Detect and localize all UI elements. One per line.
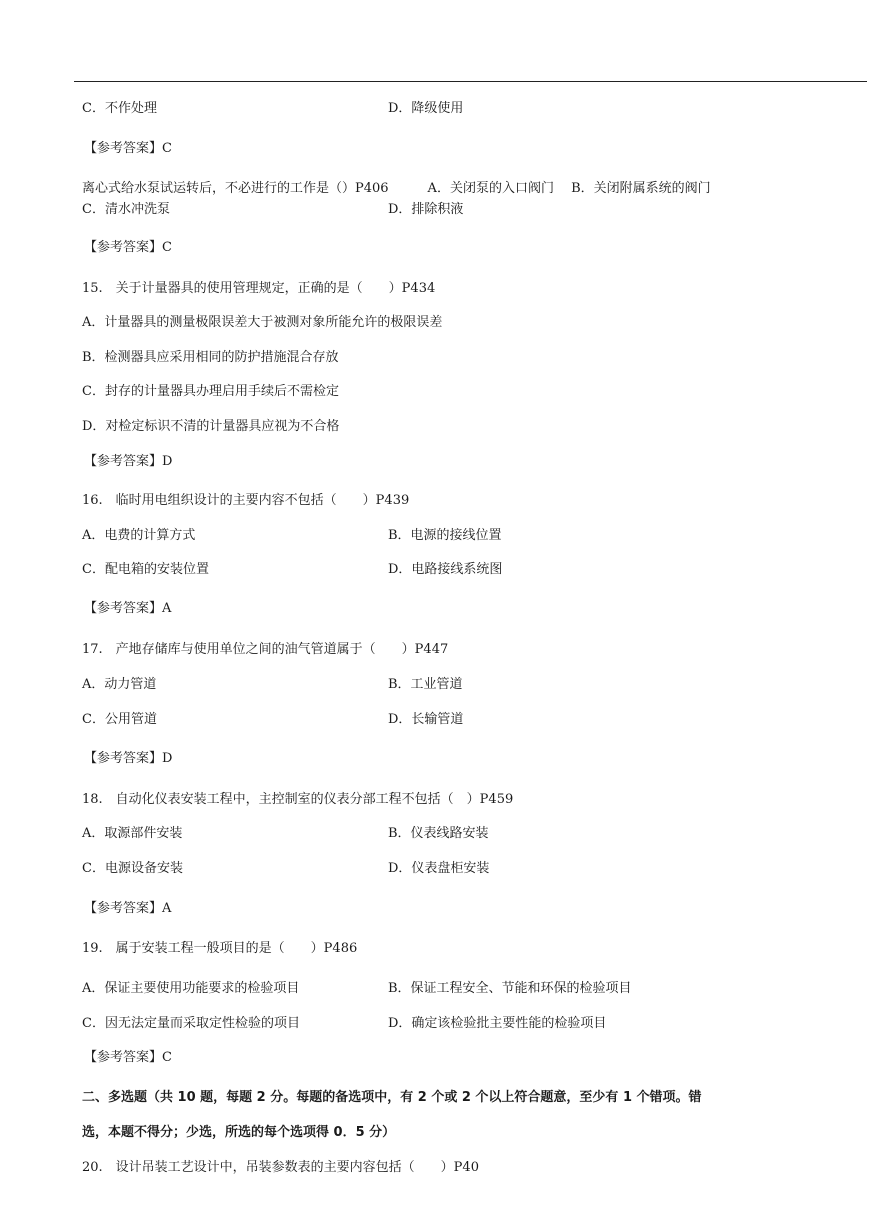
question-stem: 18. 自动化仪表安装工程中，主控制室的仪表分部工程不包括（ ）P459 — [82, 792, 514, 807]
option-d: D．电路接线系统图 — [388, 562, 503, 577]
answer: 【参考答案】A — [84, 601, 172, 616]
option-c: C．不作处理 — [82, 101, 157, 116]
option-a: A．保证主要使用功能要求的检验项目 — [82, 981, 300, 996]
answer: 【参考答案】C — [84, 141, 172, 156]
option-a: A．动力管道 — [82, 677, 157, 692]
option-c: C．因无法定量而采取定性检验的项目 — [82, 1016, 300, 1031]
option-c: C．公用管道 — [82, 712, 157, 727]
option-a: A．取源部件安装 — [82, 826, 183, 841]
option-b: B．检测器具应采用相同的防护措施混合存放 — [82, 350, 339, 365]
question-stem: 离心式给水泵试运转后，不必进行的工作是（）P406 A．关闭泵的入口阀门 B．关闭附属系统的阀门 — [82, 181, 711, 196]
option-b: B．电源的接线位置 — [388, 528, 502, 543]
answer: 【参考答案】D — [84, 751, 173, 766]
question-stem: 20. 设计吊装工艺设计中，吊装参数表的主要内容包括（ ）P40 — [82, 1160, 479, 1175]
option-d: D．长输管道 — [388, 712, 464, 727]
option-d: D．确定该检验批主要性能的检验项目 — [388, 1016, 607, 1031]
question-stem: 16. 临时用电组织设计的主要内容不包括（ ）P439 — [82, 493, 410, 508]
question-stem: 17. 产地存储库与使用单位之间的油气管道属于（ ）P447 — [82, 642, 449, 657]
answer: 【参考答案】C — [84, 1050, 172, 1065]
section-heading-cont: 选，本题不得分；少选，所选的每个选项得 0．5 分） — [82, 1125, 396, 1140]
option-b: B．仪表线路安装 — [388, 826, 489, 841]
option-b: B．工业管道 — [388, 677, 463, 692]
option-d: D．对检定标识不清的计量器具应视为不合格 — [82, 419, 340, 434]
header-rule — [74, 81, 867, 82]
option-c: C．封存的计量器具办理启用手续后不需检定 — [82, 384, 339, 399]
option-d: D．仪表盘柜安装 — [388, 861, 490, 876]
option-d: D．降级使用 — [388, 101, 464, 116]
question-stem: 15. 关于计量器具的使用管理规定，正确的是（ ）P434 — [82, 281, 436, 296]
option-c: C．配电箱的安装位置 — [82, 562, 209, 577]
answer: 【参考答案】D — [84, 454, 173, 469]
option-b: B．保证工程安全、节能和环保的检验项目 — [388, 981, 632, 996]
option-d: D．排除积液 — [388, 202, 464, 217]
option-c: C．电源设备安装 — [82, 861, 183, 876]
question-stem: 19. 属于安装工程一般项目的是（ ）P486 — [82, 941, 358, 956]
answer: 【参考答案】C — [84, 240, 172, 255]
option-a: A．电费的计算方式 — [82, 528, 196, 543]
option-c: C．清水冲洗泵 — [82, 202, 170, 217]
answer: 【参考答案】A — [84, 901, 172, 916]
option-a: A．计量器具的测量极限误差大于被测对象所能允许的极限误差 — [82, 315, 443, 330]
section-heading: 二、多选题（共 10 题，每题 2 分。每题的备选项中，有 2 个或 2 个以上符合题意，至少有 1 个错项。错 — [82, 1090, 702, 1105]
